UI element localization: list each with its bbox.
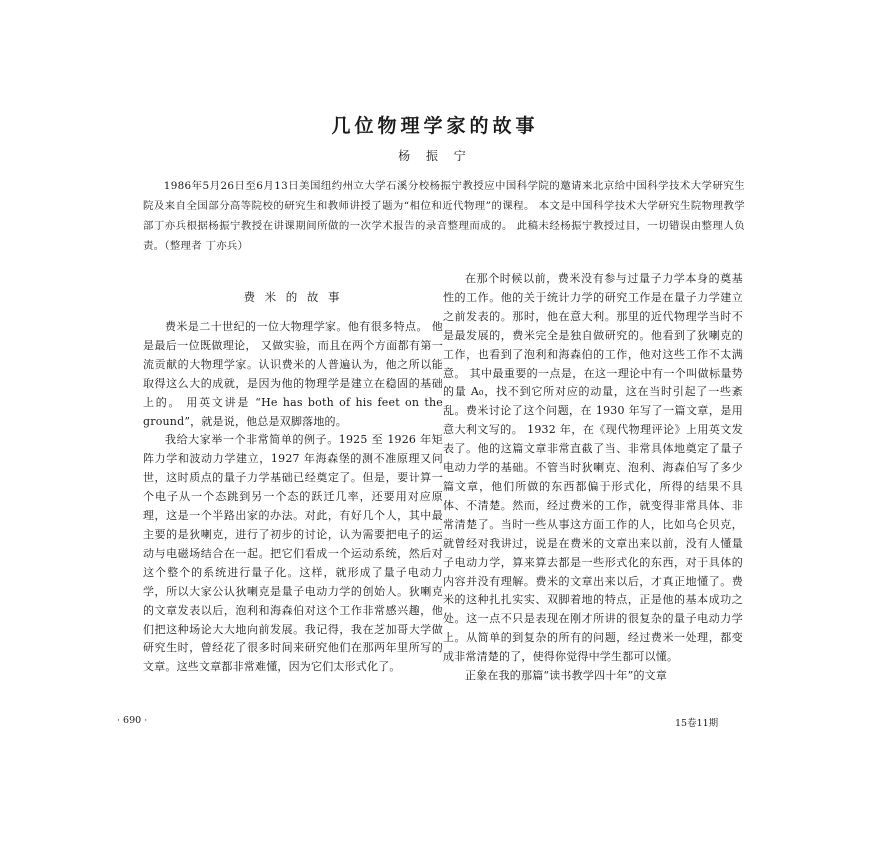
section-heading: 费 米 的 故 事 <box>243 290 343 304</box>
page-number: · 690 · <box>117 715 148 726</box>
abstract-text: 1986年5月26日至6月13日美国纽约州立大学石溪分校杨振宁教授应中国科学院的邀请来北京给中国科学技术大学研究生院及来自全国部分高等院校的研究生和教师讲授了题为“相位和近代物理”的课程。 本文是中国科学技术大学研究生院物理教学部丁亦兵根据杨振宁教授在讲课期间所做的一次学术报告的录音整理而成的。 此稿未经杨振宁教授过目，一切错误由整理人负责。（整理者 丁亦兵） <box>143 180 745 252</box>
left-column <box>143 318 443 677</box>
paragraph: 我给大家举一个非常简单的例子。1925 至 1926 年矩阵力学和波动力学建立，1927 年海森堡的测不准原理又问世，这时质点的量子力学基础已经奠定了。但是，要计算一个电子从一个态跳到另一个态的跃迁几率，还要用对应原理，这是一个半路出家的办法。对此，有好几个人，其中最主要的是狄喇克，进行了初步的讨论，认为需要把电子的运动与电磁场结合在一起。把它们看成一个运动系统，然后对这个整个的系统进行量子化。这样，就形成了量子电动力学，所以大家公认狄喇克是量子电动力学的创始人。狄喇克的文章发表以后，泡利和海森伯对这个工作非常感兴趣，他们把这种场论大大地向前发展。我记得，我在芝加哥大学做研究生时，曾经花了很多时间来研究他们在那两年里所写的文章。这些文章都非常难懂，因为它们太形式化了。 <box>143 433 443 674</box>
right-column <box>443 270 743 686</box>
paragraph: 在那个时候以前，费米没有参与过量子力学本身的奠基性的工作。他的关于统计力学的研究工作是在量子力学建立之前发表的。那时，他在意大利。那里的近代物理学当时不是最发展的，费米完全是独自做研究的。他看到了狄喇克的工作，也看到了泡利和海森伯的工作，他对这些工作不太满意。 其中最重要的一点是，在这一理论中有一个叫做标量势的量 A₀，找不到它所对应的动量，这在当时引起了一些紊乱。费米讨论了这个问题，在 1930 年写了一篇文章，是用意大利文写的。 1932 年，在《现代物理评论》上用英文发表了。他的这篇文章非常直截了当、非常具体地奠定了量子电动力学的基础。不管当时狄喇克、泡利、海森伯写了多少篇文章，他们所做的东西都偏于形式化，所得的结果不具体、不清楚。然而，经过费米的工作，就变得非常具体、非常清楚了。当时一些从事这方面工作的人，比如乌仑贝克，就曾经对我讲过，说是在费米的文章出来以前，没有人懂量子电动力学，算来算去都是一些形式化的东西，对于具体的内容并没有理解。费米的文章出来以后，才真正地懂了。费米的这种扎扎实实、双脚着地的特点，正是他的基本成功之处。这一点不只是表现在刚才所讲的很复杂的量子电动力学上。从简单的到复杂的所有的问题，经过费米一处理，都变成非常清楚的了，使得你觉得中学生都可以懂。 <box>443 272 743 664</box>
article-abstract <box>143 176 745 256</box>
article-title: 几位物理学家的故事 <box>331 115 539 137</box>
paragraph: 费米是二十世纪的一位大物理学家。他有很多特点。 他是最后一位既做理论， 又做实验，而且在两个方面都有第一流贡献的大物理学家。认识费米的人普遍认为，他之所以能取得这么大的成就，是因为他的物理学是建立在稳固的基础上的。 用英文讲是 “He has both of his feet on the ground”，就是说，他总是双脚落地的。 <box>143 320 443 428</box>
issue-label: 15卷11期 <box>675 718 719 729</box>
paragraph: 正象在我的那篇“读书教学四十年”的文章 <box>465 669 668 683</box>
article-author: 杨 振 宁 <box>398 149 472 163</box>
